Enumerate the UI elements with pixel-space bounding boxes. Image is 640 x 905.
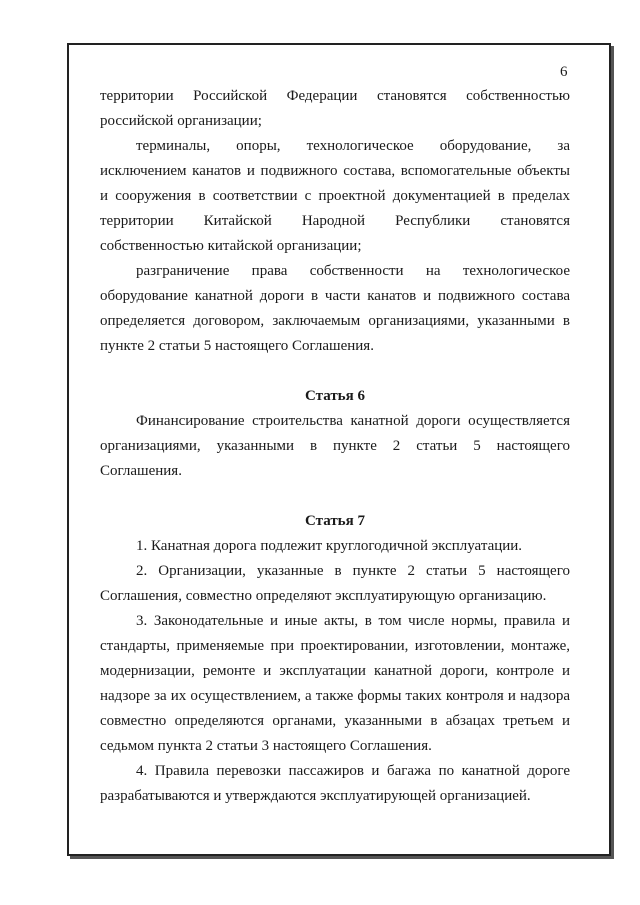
article-6-heading: Статья 6: [305, 388, 365, 404]
article-6-text: Финансирование строительства канатной дороги осуществляется организациями, указанными в пункте 2 статьи 5 настоящего Соглашения.: [100, 413, 570, 479]
document-body: [100, 84, 570, 809]
article-7-heading: Статья 7: [305, 513, 365, 529]
page-number: 6: [560, 64, 568, 80]
article-7-item-3: 3. Законодательные и иные акты, в том числе нормы, правила и стандарты, применяемые при проектировании, изготовлении, монтаже, модернизации, ремонте и эксплуатации канатной дороги, контроле и надзоре за их осуществлением, а также формы таких контроля и надзора совместно определяются органами, указанными в абзацах третьем и седьмом пункта 2 статьи 3 настоящего Соглашения.: [100, 613, 570, 754]
article-7-item-4: 4. Правила перевозки пассажиров и багажа по канатной дороге разрабатываются и утверждаются эксплуатирующей организацией.: [100, 763, 570, 804]
paragraph-cn-ownership: терминалы, опоры, технологическое оборудование, за исключением канатов и подвижного состава, вспомогательные объекты и сооружения в соответствии с проектной документацией в пределах территории Китайской Народной Республики становятся собственностью китайской организации;: [100, 138, 570, 254]
spacer: [100, 484, 570, 509]
article-7-item-1: 1. Канатная дорога подлежит круглогодичной эксплуатации.: [136, 538, 523, 554]
article-7-item-2: 2. Организации, указанные в пункте 2 статьи 5 настоящего Соглашения, совместно определяют эксплуатирующую организацию.: [100, 563, 570, 604]
paragraph-ru-ownership: территории Российской Федерации становятся собственностью российской организации;: [100, 88, 570, 129]
spacer: [100, 359, 570, 384]
paragraph-ownership-division: разграничение права собственности на технологическое оборудование канатной дороги в части канатов и подвижного состава определяется договором, заключаемым организациями, указанными в пункте 2 статьи 5 настоящего Соглашения.: [100, 263, 570, 354]
